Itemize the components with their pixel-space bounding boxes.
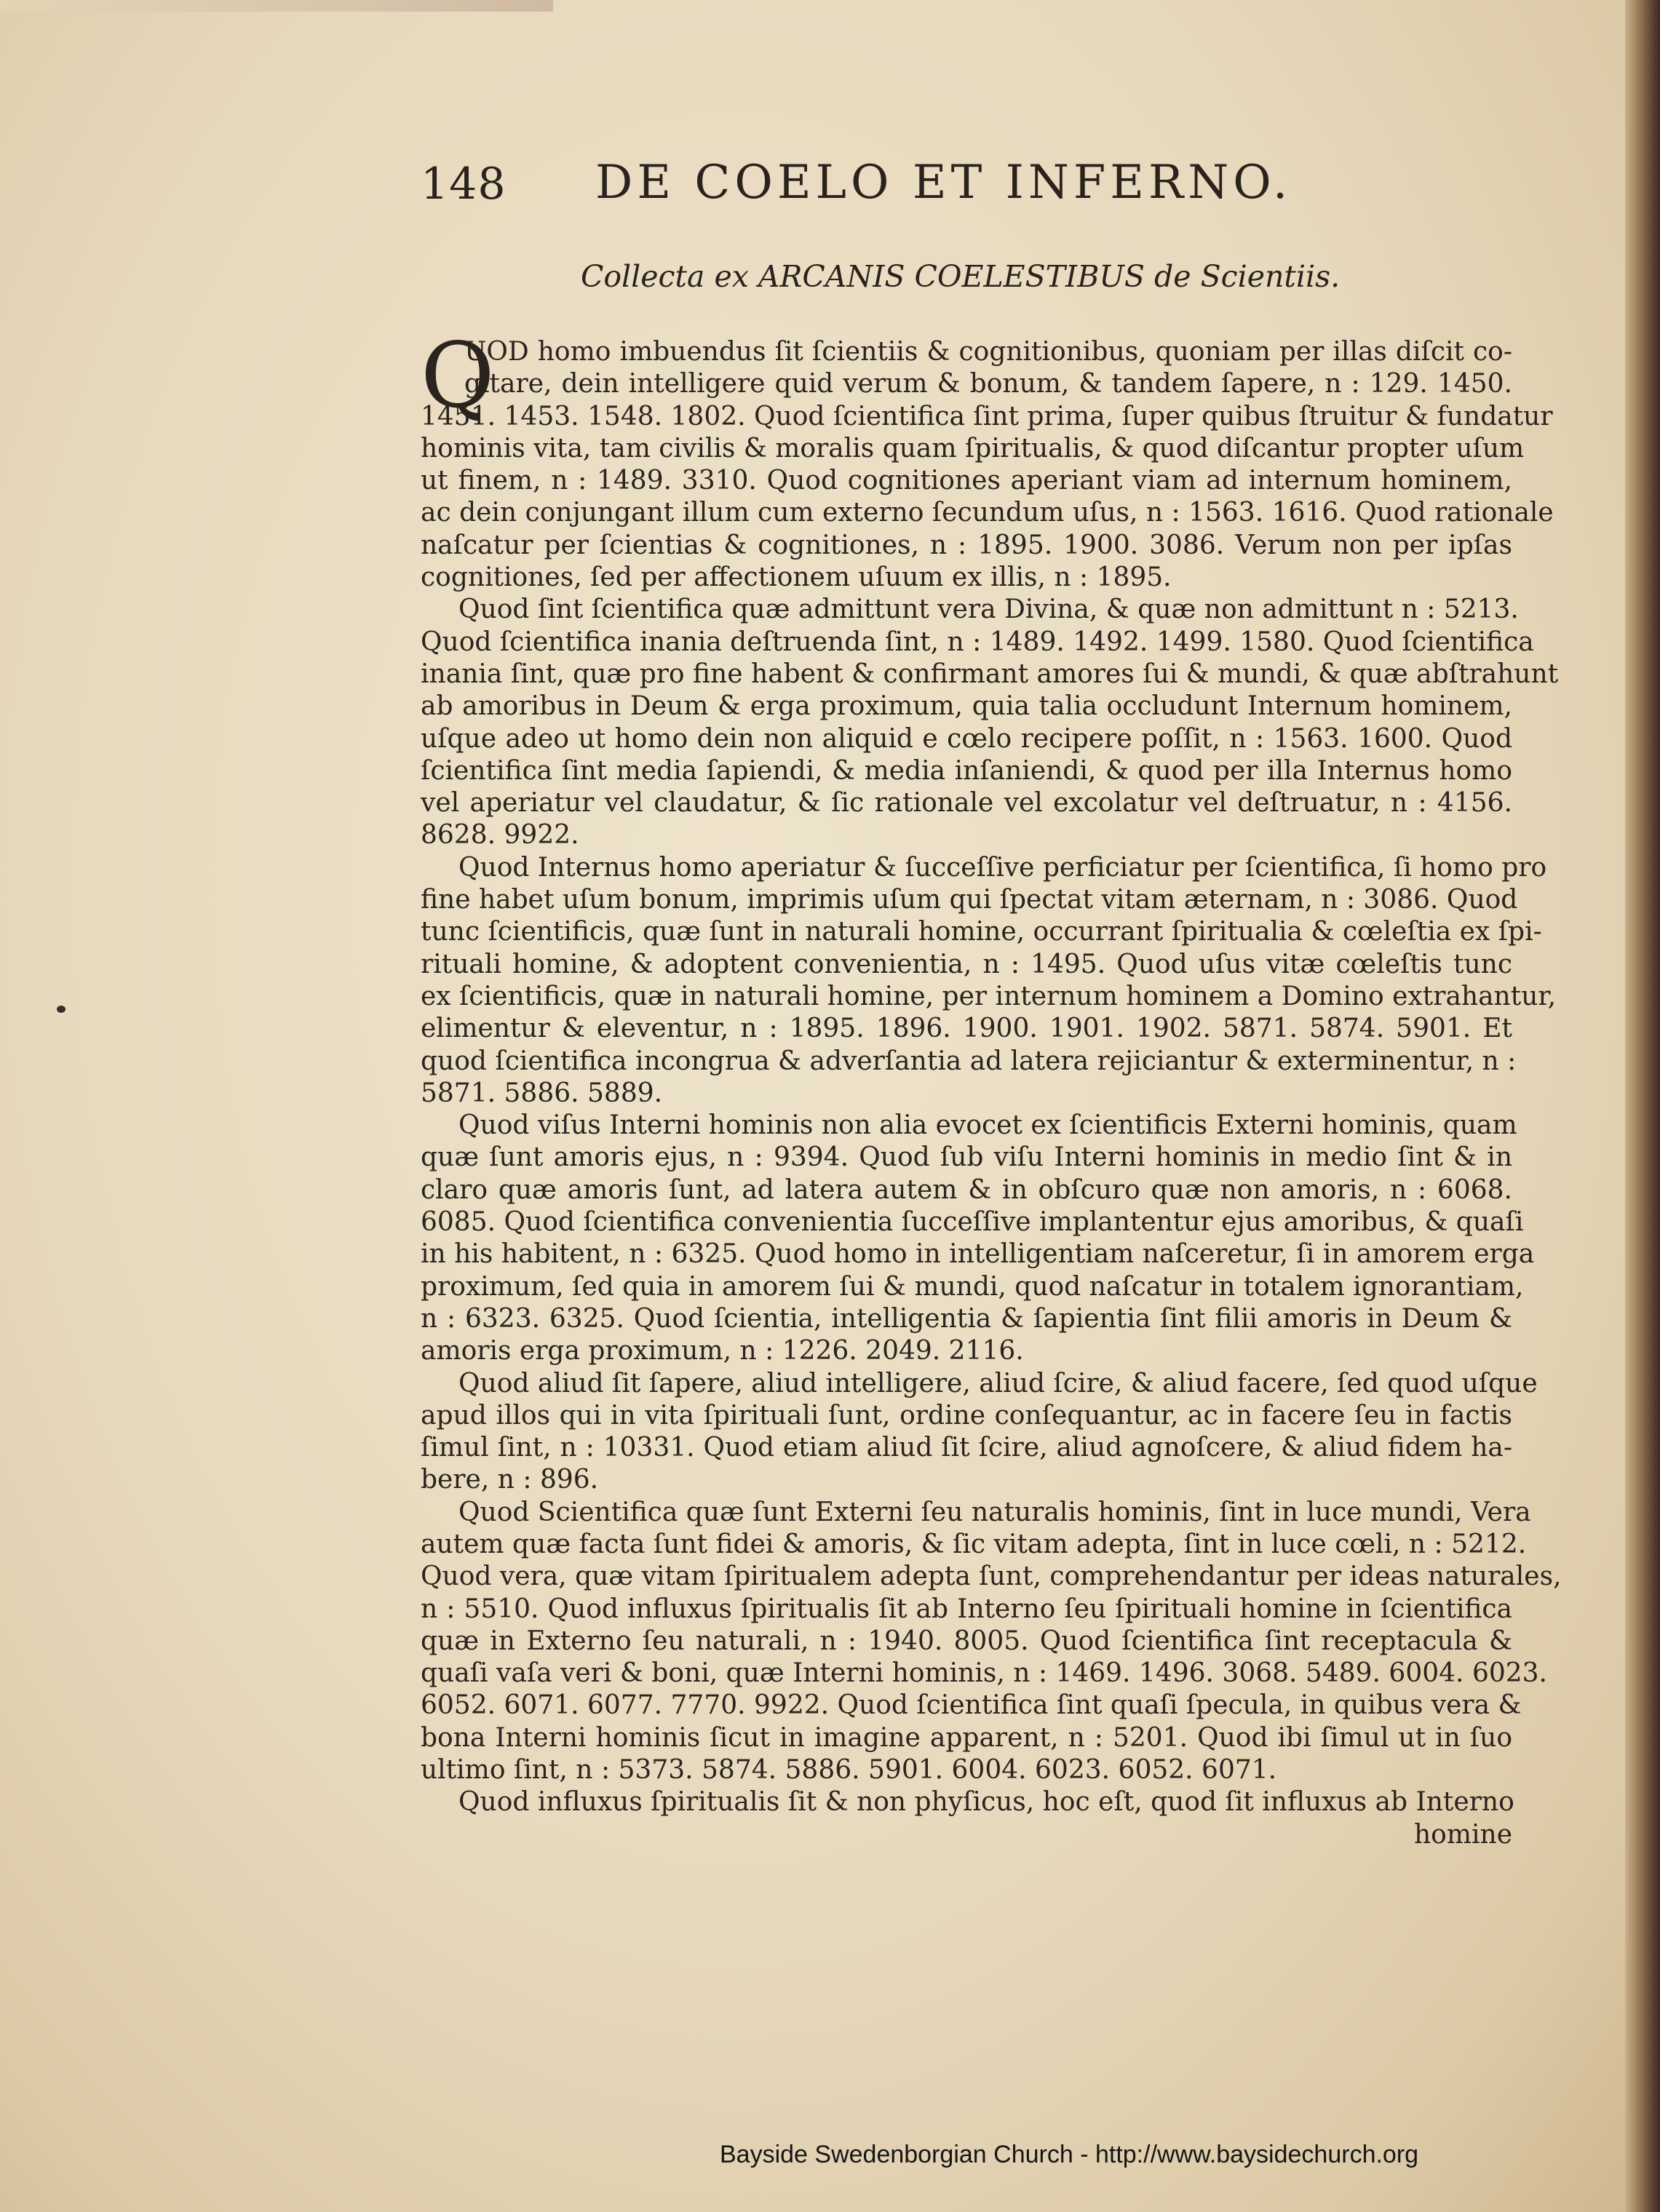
text-line: ſcientifica ſint media ſapiendi, & media inſaniendi, & quod per illa Internus homo: [421, 755, 1512, 786]
book-gutter: [1625, 0, 1660, 2212]
paragraph: [421, 594, 1559, 851]
text-line: 8628. 9922.: [421, 820, 579, 851]
text-line: Quod Scientifica quæ ſunt Externi ſeu naturalis hominis, ſint in luce mundi, Vera: [458, 1497, 1531, 1527]
text-line: quæ in Externo ſeu naturali, n : 1940. 8005. Quod ſcientifica ſint receptacula &: [421, 1626, 1512, 1656]
text-line: quæ ſunt amoris ejus, n : 9394. Quod ſub viſu Interni hominis in medio ſint & in: [421, 1142, 1512, 1173]
text-line: gitare, dein intelligere quid verum & bonum, & tandem ſapere, n : 129. 1450.: [464, 369, 1512, 399]
text-line: Quod vera, quæ vitam ſpiritualem adepta ſunt, comprehendantur per ideas naturales,: [421, 1561, 1562, 1592]
text-line: elimentur & eleventur, n : 1895. 1896. 1900. 1901. 1902. 5871. 5874. 5901. Et: [421, 1014, 1512, 1044]
paragraph: [421, 1786, 1512, 1851]
text-line: UOD homo imbuendus ſit ſcientiis & cognitionibus, quoniam per illas diſcit co-: [464, 337, 1512, 367]
text-line: quaſi vaſa veri & boni, quæ Interni hominis, n : 1469. 1496. 3068. 5489. 6004. 6023.: [421, 1658, 1547, 1689]
page-edge-stain: [0, 0, 553, 12]
text-line: bere, n : 896.: [421, 1465, 599, 1495]
text-line: naſcatur per ſcientias & cognitiones, n : 1895. 1900. 3086. Verum non per ipſas: [421, 530, 1512, 560]
text-line: ex ſcientificis, quæ in naturali homine, per internum hominem a Domino extrahantur,: [421, 981, 1557, 1011]
text-line: apud illos qui in vita ſpirituali ſunt, ordine conſequantur, ac in facere ſeu in factis: [421, 1400, 1512, 1431]
text-line: hominis vita, tam civilis & moralis quam ſpiritualis, & quod diſcantur propter uſum: [421, 433, 1525, 464]
text-line: 5871. 5886. 5889.: [421, 1078, 663, 1108]
text-line: ultimo ſint, n : 5373. 5874. 5886. 5901. 6004. 6023. 6052. 6071.: [421, 1755, 1277, 1786]
page-number: 148: [421, 159, 507, 210]
text-line: uſque adeo ut homo dein non aliquid e cœlo recipere poſſit, n : 1563. 1600. Quod: [421, 723, 1512, 754]
text-line: n : 5510. Quod influxus ſpiritualis ſit ab Interno ſeu ſpirituali homine in ſcientifica: [421, 1594, 1512, 1624]
text-line: vel aperiatur vel claudatur, & ſic rationale vel excolatur vel deſtruatur, n : 4156.: [421, 788, 1512, 819]
body-text: [421, 324, 1562, 1851]
running-title: DE COELO ET INFERNO.: [595, 156, 1292, 210]
text-line: Quod ſcientifica inania deſtruenda ſint, n : 1489. 1492. 1499. 1580. Quod ſcientifica: [421, 626, 1534, 657]
ink-speck: [57, 1006, 65, 1013]
text-line: ac dein conjungant illum cum externo ſecundum uſus, n : 1563. 1616. Quod rationale: [421, 498, 1554, 528]
text-line: tunc ſcientificis, quæ ſunt in naturali homine, occurrant ſpiritualia & cœleſtia ex ſpi-: [421, 917, 1542, 947]
section-heading: Collecta ex ARCANIS COELESTIBUS de Scientiis.: [581, 259, 1341, 294]
text-line: 6085. Quod ſcientifica convenientia ſucceſſive implantentur ejus amoribus, & quaſi: [421, 1207, 1524, 1238]
text-line: Quod viſus Interni hominis non alia evocet ex ſcientificis Externi hominis, quam: [458, 1110, 1517, 1141]
paragraph: [421, 1110, 1535, 1367]
text-line: in his habitent, n : 6325. Quod homo in intelligentiam naſceretur, ſi in amorem erga: [421, 1239, 1535, 1270]
text-line: ſimul ſint, n : 10331. Quod etiam aliud ſit ſcire, aliud agnoſcere, & aliud fidem ha-: [421, 1433, 1512, 1463]
text-line: Quod aliud ſit ſapere, aliud intelligere, aliud ſcire, & aliud facere, ſed quod uſque: [458, 1368, 1538, 1399]
text-line: bona Interni hominis ſicut in imagine apparent, n : 5201. Quod ibi ſimul ut in ſuo: [421, 1722, 1512, 1753]
watermark: Bayside Swedenborgian Church - http://www.baysidechurch.org: [720, 2141, 1419, 2168]
text-line: Quod Internus homo aperiatur & ſucceſſive perficiatur per ſcientifica, ſi homo pro: [458, 852, 1547, 883]
text-line: 1451. 1453. 1548. 1802. Quod ſcientifica ſint prima, ſuper quibus ſtruitur & fundatur: [421, 401, 1553, 431]
text-line: cognitiones, ſed per affectionem uſuum ex illis, n : 1895.: [421, 562, 1172, 593]
text-line: n : 6323. 6325. Quod ſcientia, intelligentia & ſapientia ſint filii amoris in Deum &: [421, 1303, 1512, 1334]
text-line: inania ſint, quæ pro fine habent & confirmant amores ſui & mundi, & quæ abſtrahunt: [421, 659, 1559, 689]
text-line: Quod influxus ſpiritualis ſit & non phyſicus, hoc eſt, quod ſit influxus ab Interno: [458, 1787, 1514, 1818]
page-header: [421, 156, 1527, 214]
drop-cap: Q: [421, 324, 495, 429]
text-line: 6052. 6071. 6077. 7770. 9922. Quod ſcientifica ſint quaſi ſpecula, in quibus vera &: [421, 1690, 1522, 1721]
text-line: quod ſcientifica incongrua & adverſantia ad latera rejiciantur & exterminentur, n :: [421, 1046, 1517, 1076]
text-line: fine habet uſum bonum, imprimis uſum qui ſpectat vitam æternam, n : 3086. Quod: [421, 885, 1518, 915]
text-line: claro quæ amoris ſunt, ad latera autem & in obſcuro quæ non amoris, n : 6068.: [421, 1174, 1512, 1205]
paragraph: [421, 1497, 1562, 1787]
text-line: amoris erga proximum, n : 1226. 2049. 2116.: [421, 1336, 1024, 1366]
text-line: proximum, ſed quia in amorem ſui & mundi, quod naſcatur in totalem ignorantiam,: [421, 1271, 1524, 1302]
paragraph: [421, 324, 1554, 594]
text-line: homine: [1414, 1819, 1512, 1850]
text-line: Quod ſint ſcientifica quæ admittunt vera Divina, & quæ non admittunt n : 5213.: [458, 594, 1519, 625]
text-line: rituali homine, & adoptent convenientia, n : 1495. Quod uſus vitæ cœleſtis tunc: [421, 949, 1512, 979]
paragraph: [421, 1368, 1538, 1497]
text-line: ut finem, n : 1489. 3310. Quod cognitiones aperiant viam ad internum hominem,: [421, 466, 1512, 496]
text-line: ab amoribus in Deum & erga proximum, quia talia occludunt Internum hominem,: [421, 691, 1512, 722]
paragraph: [421, 852, 1557, 1110]
text-line: autem quæ facta ſunt fidei & amoris, & ſic vitam adepta, ſint in luce cœli, n : 5212.: [421, 1529, 1527, 1559]
